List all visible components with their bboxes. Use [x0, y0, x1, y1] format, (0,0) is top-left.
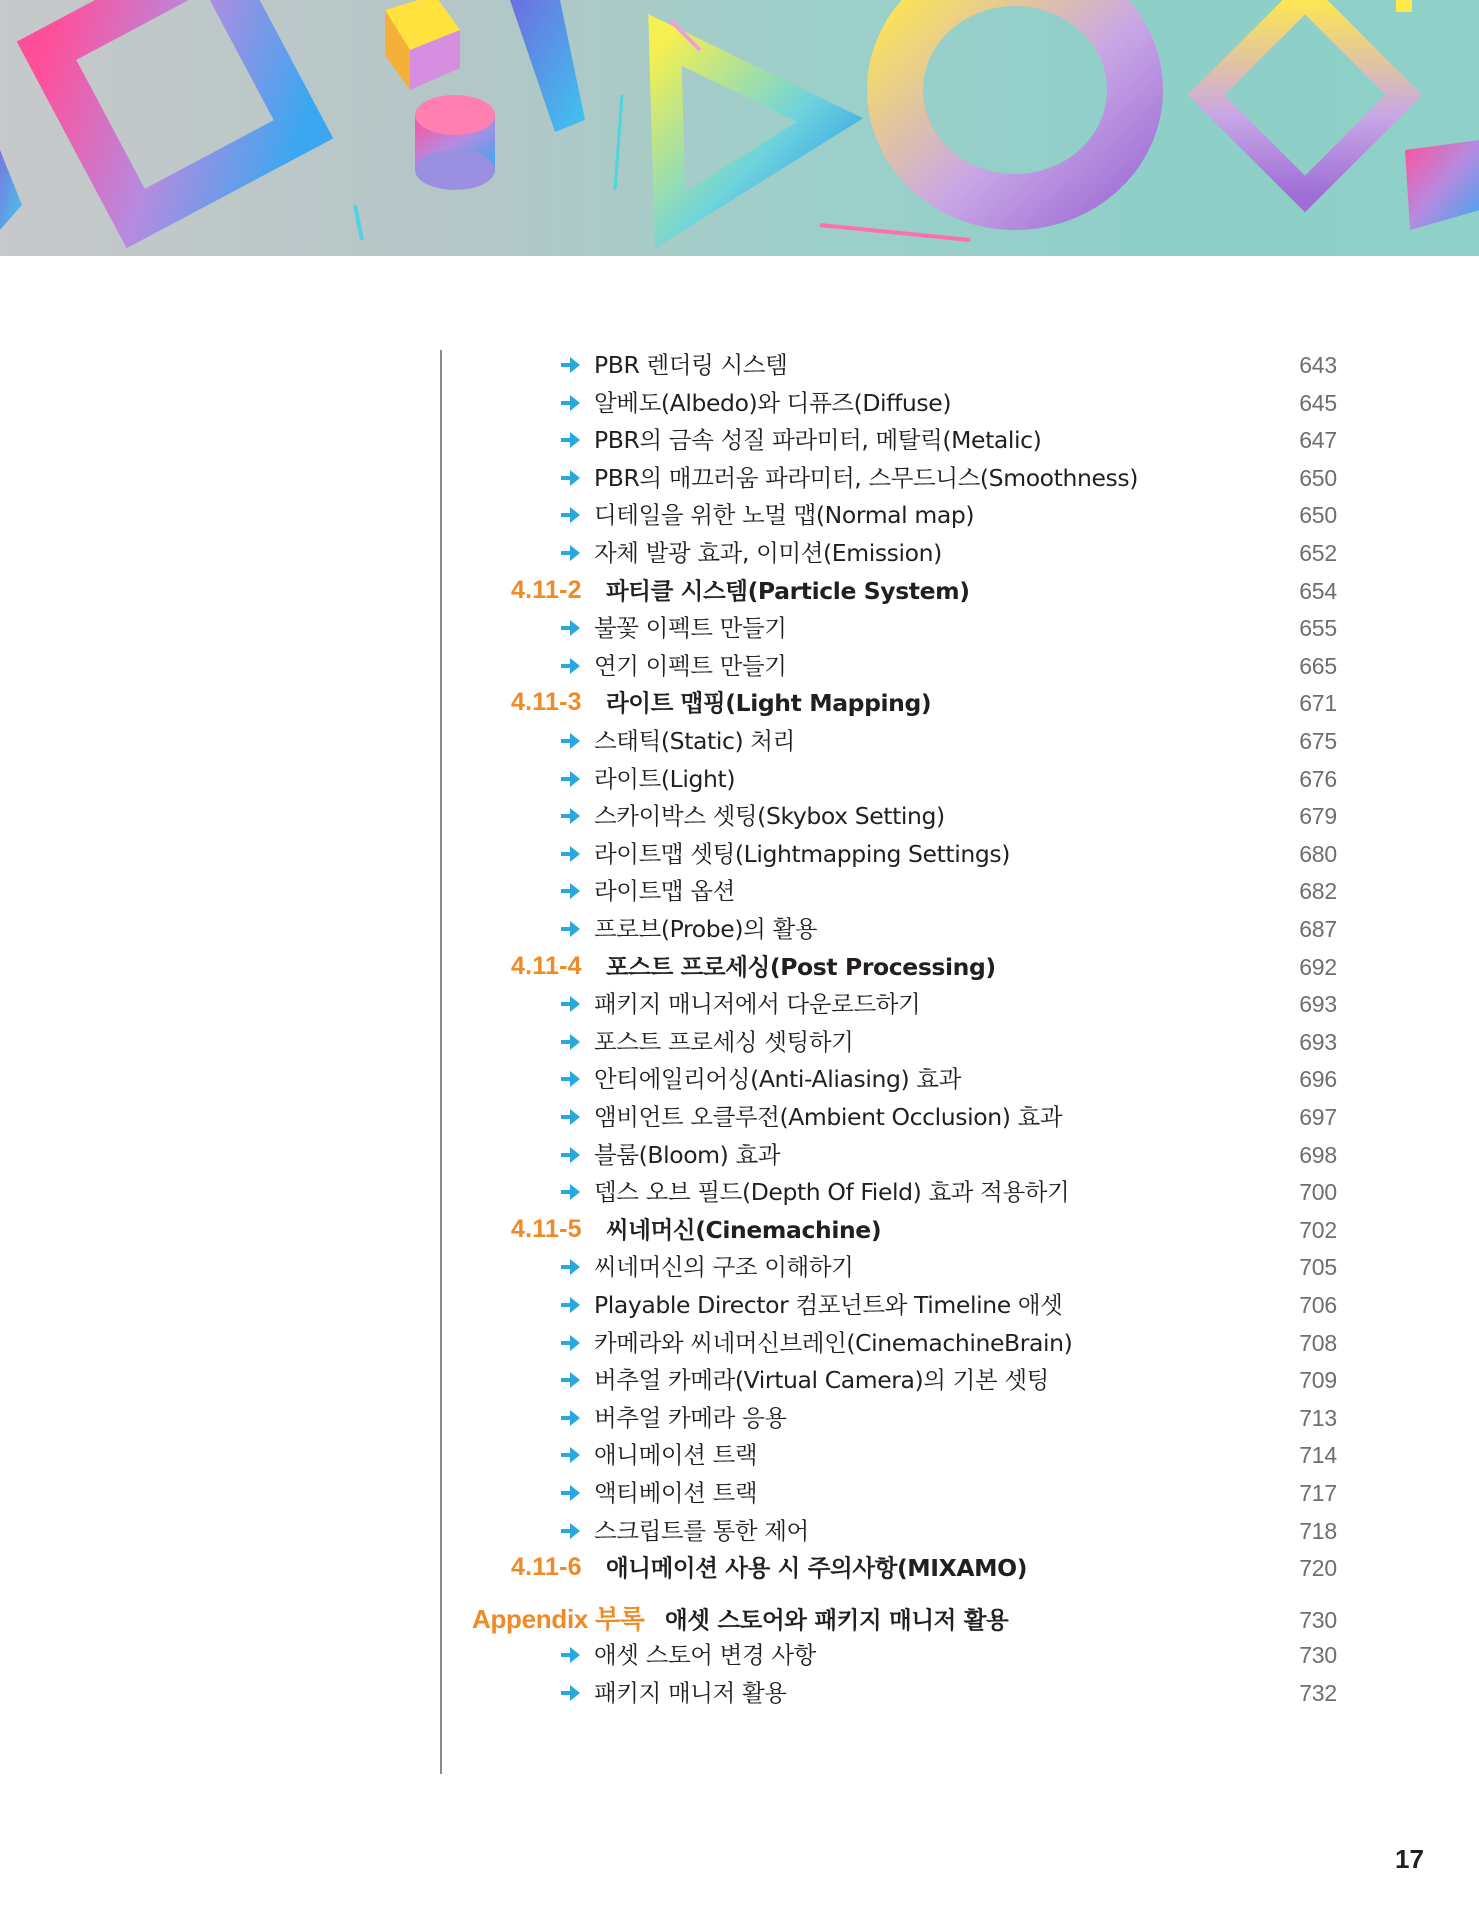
arrow-right-icon [559, 504, 581, 526]
toc-entry-page: 655 [1299, 615, 1337, 642]
toc-entry-page: 693 [1299, 991, 1337, 1018]
toc-entry-title: 라이트 맵핑(Light Mapping) [606, 689, 932, 718]
toc-entry-title: 앰비언트 오클루전(Ambient Occlusion) 효과 [594, 1103, 1063, 1131]
toc-entry-page: 705 [1299, 1254, 1337, 1281]
toc-entry-page: 654 [1299, 577, 1337, 604]
toc-entry-title: 안티에일리어싱(Anti-Aliasing) 효과 [594, 1065, 961, 1094]
header-banner [0, 0, 1479, 256]
toc-entry-page: 652 [1299, 540, 1337, 566]
toc-entry [0, 723, 1479, 759]
toc-entry [0, 535, 1479, 571]
arrow-right-icon [559, 392, 581, 414]
arrow-right-icon [559, 1520, 581, 1542]
section-number: 4.11-5 [511, 1214, 582, 1243]
arrow-right-icon [559, 1482, 581, 1504]
toc-entry-title: 디테일을 위한 노멀 맵(Normal map) [594, 501, 975, 530]
toc-entry-title: PBR의 금속 성질 파라미터, 메탈릭(Metalic) [594, 426, 1042, 455]
toc-entry-page: 687 [1299, 916, 1337, 942]
toc-entry [0, 1437, 1479, 1473]
toc-entry-title: 스카이박스 셋팅(Skybox Setting) [594, 802, 945, 831]
toc-entry [0, 1325, 1479, 1361]
toc-entry-page: 647 [1299, 427, 1337, 454]
toc-entry-page: 675 [1299, 728, 1337, 754]
toc-entry [0, 460, 1479, 496]
arrow-right-icon [559, 918, 581, 940]
toc-section [0, 573, 1479, 609]
toc-entry-page: 643 [1299, 352, 1337, 378]
geometric-shapes-illustration [0, 0, 1479, 256]
toc-entry-page: 717 [1299, 1480, 1337, 1506]
toc-entry-title: 버추얼 카메라 응용 [594, 1403, 787, 1432]
toc-section [0, 1550, 1479, 1586]
page-number: 17 [1395, 1844, 1424, 1874]
toc-entry-title: 버추얼 카메라(Virtual Camera)의 기본 셋팅 [594, 1366, 1049, 1395]
toc-entry-title: 씨네머신(Cinemachine) [606, 1215, 882, 1244]
toc-entry-title: 애니메이션 사용 시 주의사항(MIXAMO) [606, 1554, 1028, 1583]
toc-entry [0, 648, 1479, 684]
toc-appendix [0, 1602, 1479, 1638]
toc-entry [0, 911, 1479, 947]
arrow-right-icon [559, 429, 581, 451]
toc-entry [0, 873, 1479, 909]
toc-entry [0, 385, 1479, 421]
toc-entry-title: 스태틱(Static) 처리 [594, 727, 795, 755]
arrow-right-icon [559, 1407, 581, 1429]
toc-entry-page: 708 [1299, 1329, 1337, 1356]
toc-entry [0, 1675, 1479, 1711]
arrow-right-icon [559, 1256, 581, 1278]
toc-entry-title: 액티베이션 트랙 [594, 1479, 758, 1507]
arrow-right-icon [559, 1106, 581, 1128]
arrow-right-icon [559, 1031, 581, 1053]
toc-entry-page: 679 [1299, 803, 1337, 830]
toc-entry-title: 애셋 스토어 변경 사항 [594, 1641, 816, 1670]
arrow-right-icon [559, 805, 581, 827]
toc-entry [0, 422, 1479, 458]
arrow-right-icon [559, 843, 581, 865]
arrow-right-icon [559, 1294, 581, 1316]
toc-entry-page: 718 [1299, 1517, 1337, 1544]
toc-entry-page: 692 [1299, 953, 1337, 980]
toc-entry [0, 1099, 1479, 1135]
toc-section [0, 949, 1479, 985]
toc-entry [0, 761, 1479, 797]
toc-entry-page: 714 [1299, 1442, 1337, 1469]
toc-entry-page: 650 [1299, 464, 1337, 491]
toc-entry-title: 라이트맵 셋팅(Lightmapping Settings) [594, 839, 1010, 868]
toc-entry [0, 1400, 1479, 1436]
toc-entry-title: 애니메이션 트랙 [594, 1441, 758, 1470]
arrow-right-icon [559, 1068, 581, 1090]
arrow-right-icon [559, 1181, 581, 1203]
toc-entry-title: 연기 이펙트 만들기 [594, 651, 787, 680]
toc-entry-page: 676 [1299, 765, 1337, 792]
toc-entry-page: 680 [1299, 840, 1337, 867]
toc-entry-title: 씨네머신의 구조 이해하기 [594, 1253, 854, 1282]
toc-entry-page: 696 [1299, 1066, 1337, 1093]
section-number: 4.11-6 [511, 1553, 582, 1582]
toc-entry-title: 카메라와 씨네머신브레인(CinemachineBrain) [594, 1328, 1073, 1357]
toc-entry-title: 뎁스 오브 필드(Depth Of Field) 효과 적용하기 [594, 1178, 1070, 1207]
toc-entry-title: 프로브(Probe)의 활용 [594, 915, 818, 943]
toc-entry-page: 730 [1299, 1642, 1337, 1669]
section-number: 4.11-3 [511, 688, 582, 717]
toc-entry [0, 1137, 1479, 1173]
toc-entry-title: 자체 발광 효과, 이미션(Emission) [594, 539, 942, 567]
toc-entry [0, 798, 1479, 834]
toc-entry-title: 스크립트를 통한 제어 [594, 1516, 809, 1545]
toc-entry-title: 파티클 시스템(Particle System) [606, 576, 970, 605]
toc-entry-title: 패키지 매니저 활용 [594, 1679, 787, 1707]
toc-entry [0, 1061, 1479, 1097]
toc-entry-page: 650 [1299, 502, 1337, 529]
arrow-right-icon [559, 1682, 581, 1704]
toc-entry-page: 700 [1299, 1179, 1337, 1206]
arrow-right-icon [559, 1369, 581, 1391]
toc-entry-page: 682 [1299, 878, 1337, 905]
toc-section [0, 1212, 1479, 1248]
toc-entry-title: 라이트맵 옵션 [594, 877, 735, 906]
toc-entry-title: PBR의 매끄러움 파라미터, 스무드니스(Smoothness) [594, 463, 1138, 492]
section-number: 4.11-4 [511, 951, 582, 980]
toc-entry [0, 610, 1479, 646]
toc-entry [0, 1174, 1479, 1210]
toc-entry-title: 포스트 프로세싱 셋팅하기 [594, 1027, 854, 1056]
toc-entry [0, 347, 1479, 383]
arrow-right-icon [559, 880, 581, 902]
toc-entry-page: 665 [1299, 652, 1337, 679]
toc-entry-page: 720 [1299, 1555, 1337, 1582]
appendix-label: Appendix 부록 [472, 1603, 645, 1634]
toc-entry [0, 1475, 1479, 1511]
toc-entry [0, 1249, 1479, 1285]
toc-entry-title: 라이트(Light) [594, 764, 736, 793]
arrow-right-icon [559, 354, 581, 376]
toc-entry-title: 포스트 프로세싱(Post Processing) [606, 952, 996, 981]
toc-entry-title: 패키지 매니저에서 다운로드하기 [594, 990, 921, 1019]
toc-entry [0, 1637, 1479, 1673]
arrow-right-icon [559, 1644, 581, 1666]
toc-entry-page: 671 [1299, 690, 1337, 717]
arrow-right-icon [559, 542, 581, 564]
toc-entry [0, 1287, 1479, 1323]
toc-entry-title: 블룸(Bloom) 효과 [594, 1140, 781, 1169]
toc-entry-title: Playable Director 컴포넌트와 Timeline 애셋 [594, 1291, 1063, 1319]
arrow-right-icon [559, 1444, 581, 1466]
arrow-right-icon [559, 768, 581, 790]
toc-entry [0, 497, 1479, 533]
toc-entry-title: 불꽃 이펙트 만들기 [594, 614, 787, 643]
arrow-right-icon [559, 730, 581, 752]
arrow-right-icon [559, 993, 581, 1015]
toc-entry-page: 709 [1299, 1367, 1337, 1394]
arrow-right-icon [559, 655, 581, 677]
toc-entry-page: 730 [1299, 1606, 1337, 1633]
toc-entry [0, 1362, 1479, 1398]
toc-entry-title: 애셋 스토어와 패키지 매니저 활용 [665, 1605, 1009, 1634]
toc-entry-page: 702 [1299, 1216, 1337, 1243]
toc-entry-title: PBR 렌더링 시스템 [594, 351, 788, 379]
toc-entry-page: 706 [1299, 1292, 1337, 1318]
toc-entry-page: 697 [1299, 1104, 1337, 1130]
toc-entry [0, 1513, 1479, 1549]
section-number: 4.11-2 [511, 575, 582, 604]
toc-entry [0, 986, 1479, 1022]
toc-entry [0, 1024, 1479, 1060]
toc-section [0, 685, 1479, 721]
toc-entry-page: 732 [1299, 1680, 1337, 1706]
toc-entry-page: 645 [1299, 389, 1337, 416]
arrow-right-icon [559, 467, 581, 489]
toc-entry-page: 698 [1299, 1141, 1337, 1168]
toc-entry-page: 713 [1299, 1404, 1337, 1431]
toc-entry [0, 836, 1479, 872]
toc-entry-title: 알베도(Albedo)와 디퓨즈(Diffuse) [594, 388, 952, 417]
arrow-right-icon [559, 1144, 581, 1166]
arrow-right-icon [559, 1332, 581, 1354]
toc-entry-page: 693 [1299, 1028, 1337, 1055]
arrow-right-icon [559, 617, 581, 639]
